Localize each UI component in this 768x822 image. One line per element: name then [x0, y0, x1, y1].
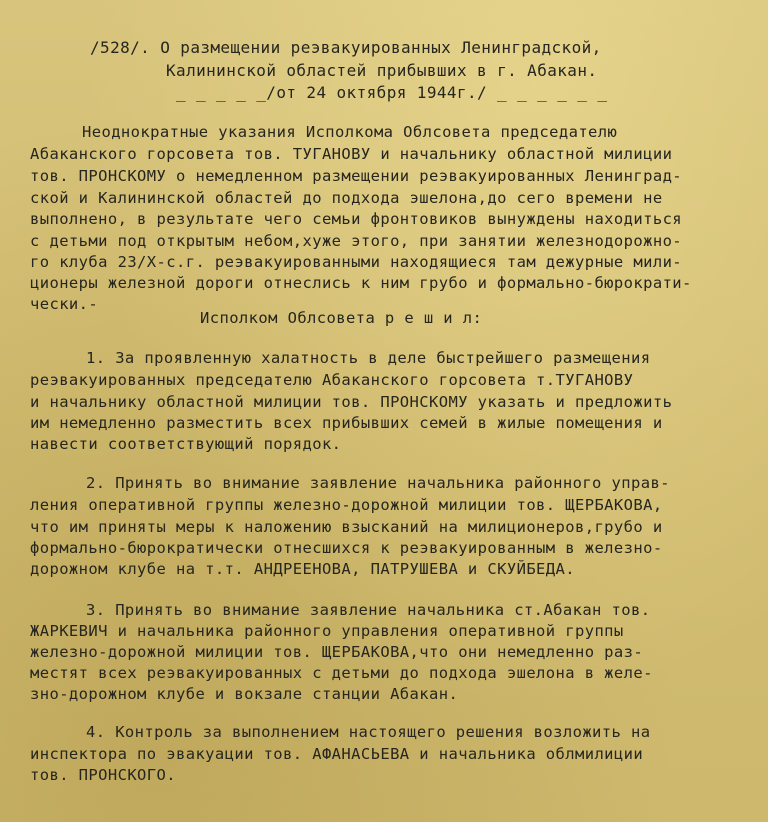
item-4-line-1: 4. Контроль за выполнением настоящего решения возложить на — [86, 723, 651, 741]
item-1-line-3: и начальнику областной милиции тов. ПРОНСКОМУ указать и предложить — [30, 393, 673, 411]
item-2-line-4: формально-бюрократически отнесшихся к реэвакуированным в железно- — [30, 539, 663, 557]
item-1-line-1: 1. За проявленную халатность в деле быстрейшего размещения — [86, 349, 651, 367]
item-1-line-5: навести соответствующий порядок. — [30, 435, 342, 453]
item-3-line-5: зно-дорожном клубе и вокзале станции Абакан. — [30, 685, 459, 703]
item-2-line-5: дорожном клубе на т.т. АНДРЕЕНОВА, ПАТРУШЕВА и СКУЙБЕДА. — [30, 560, 575, 578]
preamble-line-7: го клуба 23/Х-с.г. реэвакуированными находящиеся там дежурные мили- — [30, 253, 683, 271]
header-line-1: /528/. О размещении реэвакуированных Ленинградской, — [90, 38, 602, 57]
item-2-line-3: что им приняты меры к наложению взысканий на милиционеров,грубо и — [30, 518, 663, 536]
item-2-line-1: 2. Принять во внимание заявление начальника районного управ- — [86, 474, 670, 492]
item-4-line-2: инспектора по эвакуации тов. АФАНАСЬЕВА и начальника облмилиции — [30, 745, 644, 763]
item-2-line-2: ления оперативной группы железно-дорожной милиции тов. ЩЕРБАКОВА, — [30, 496, 663, 514]
preamble-line-9: чески.- — [30, 295, 99, 313]
preamble-line-1: Неоднократные указания Исполкома Облсовета председателю — [82, 123, 618, 141]
decision-heading: Исполком Облсовета р е ш и л: — [200, 309, 483, 327]
preamble-line-5: выполнено, в результате чего семьи фронтовиков вынуждены находиться — [30, 210, 683, 228]
item-4-line-3: тов. ПРОНСКОГО. — [30, 766, 176, 784]
item-3-line-3: железно-дорожной милиции тов. ЩЕРБАКОВА,что они немедленно раз- — [30, 643, 644, 661]
item-3-line-4: местят всех реэвакуированных с детьми до подхода эшелона в желе- — [30, 664, 653, 682]
item-3-line-2: ЖАРКЕВИЧ и начальника районного управления оперативной группы — [30, 622, 624, 640]
preamble-line-4: ской и Калининской областей до подхода эшелона,до сего времени не — [30, 189, 663, 207]
item-1-line-4: им немедленно разместить всех прибывших семей в жилые помещения и — [30, 414, 663, 432]
item-1-line-2: реэвакуированных председателю Абаканского горсовета т.ТУГАНОВУ — [30, 371, 634, 389]
preamble-line-2: Абаканского горсовета тов. ТУГАНОВУ и начальнику областной милиции — [30, 145, 673, 163]
preamble-line-8: ционеры железной дороги отнеслись к ним грубо и формально-бюрократи- — [30, 274, 692, 292]
item-3-line-1: 3. Принять во внимание заявление начальника ст.Абакан тов. — [86, 601, 651, 619]
header-line-3: _ _ _ _ _/от 24 октября 1944г./ _ _ _ _ _ _ — [176, 83, 608, 102]
preamble-line-3: тов. ПРОНСКОМУ о немедленном размещении реэвакуированных Ленинград- — [30, 167, 683, 185]
preamble-line-6: с детьми под открытым небом,хуже этого, при занятии железнодорожно- — [30, 232, 683, 250]
header-line-2: Калининской областей прибывших в г. Абакан. — [166, 61, 598, 80]
